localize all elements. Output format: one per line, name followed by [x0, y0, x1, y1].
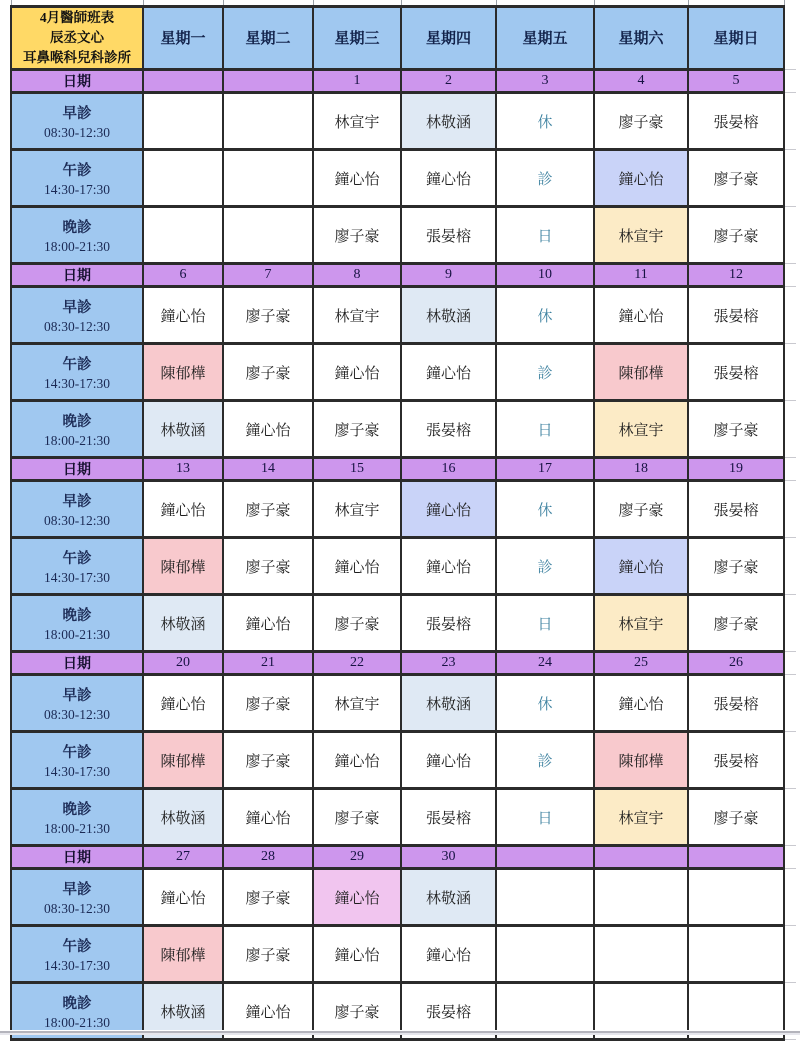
weekday-header-tue: 星期二 — [223, 6, 313, 70]
schedule-cell: 鐘心怡 — [143, 675, 223, 732]
session-label-morning — [11, 93, 143, 150]
session-time: 08:30-12:30 — [44, 900, 110, 916]
weekday-header-fri: 星期五 — [496, 6, 594, 70]
schedule-cell: 鐘心怡 — [223, 983, 313, 1040]
session-name: 早診 — [62, 105, 92, 122]
schedule-cell: 鐘心怡 — [401, 732, 496, 789]
grid-overflow-cell — [784, 458, 796, 481]
schedule-cell: 陳郁樺 — [143, 538, 223, 595]
session-label-evening — [11, 595, 143, 652]
grid-overflow-cell — [784, 401, 796, 458]
schedule-cell: 廖子豪 — [688, 595, 784, 652]
session-label-afternoon — [11, 344, 143, 401]
schedule-cell: 張晏榕 — [688, 675, 784, 732]
schedule-cell: 張晏榕 — [688, 287, 784, 344]
date-cell: 29 — [313, 846, 401, 869]
schedule-cell: 鐘心怡 — [313, 344, 401, 401]
date-cell: 17 — [496, 458, 594, 481]
schedule-cell: 張晏榕 — [401, 983, 496, 1040]
grid-overflow-cell — [784, 150, 796, 207]
schedule-cell: 廖子豪 — [223, 869, 313, 926]
schedule-cell: 鐘心怡 — [143, 481, 223, 538]
session-label-evening — [11, 401, 143, 458]
schedule-cell: 林敬涵 — [401, 869, 496, 926]
schedule-cell: 張晏榕 — [688, 732, 784, 789]
session-name: 晚診 — [62, 801, 92, 818]
session-row-evening — [11, 595, 796, 652]
date-cell: 7 — [223, 264, 313, 287]
session-name: 晚診 — [62, 219, 92, 236]
schedule-cell: 林宣宇 — [313, 481, 401, 538]
schedule-cell: 鐘心怡 — [401, 481, 496, 538]
schedule-cell: 廖子豪 — [688, 150, 784, 207]
session-row-morning — [11, 481, 796, 538]
session-time: 18:00-21:30 — [44, 238, 110, 254]
schedule-cell: 林敬涵 — [401, 675, 496, 732]
schedule-cell: 廖子豪 — [223, 344, 313, 401]
schedule-cell: 鐘心怡 — [401, 150, 496, 207]
schedule-cell: 鐘心怡 — [594, 150, 688, 207]
schedule-body — [11, 0, 796, 1040]
session-time: 14:30-17:30 — [44, 763, 110, 779]
empty-cell — [223, 150, 313, 207]
schedule-cell: 廖子豪 — [223, 538, 313, 595]
empty-cell — [496, 869, 594, 926]
schedule-cell: 鐘心怡 — [594, 675, 688, 732]
session-row-afternoon — [11, 732, 796, 789]
empty-cell — [143, 207, 223, 264]
schedule-cell: 廖子豪 — [594, 93, 688, 150]
grid-overflow-cell — [784, 538, 796, 595]
grid-overflow-cell — [784, 595, 796, 652]
session-row-afternoon — [11, 926, 796, 983]
schedule-cell: 廖子豪 — [313, 207, 401, 264]
session-time: 08:30-12:30 — [44, 124, 110, 140]
session-time: 18:00-21:30 — [44, 432, 110, 448]
schedule-cell: 廖子豪 — [313, 595, 401, 652]
session-row-morning — [11, 869, 796, 926]
session-time: 08:30-12:30 — [44, 318, 110, 334]
weekday-header-sat: 星期六 — [594, 6, 688, 70]
schedule-cell: 林宣宇 — [313, 287, 401, 344]
weekday-header-sun: 星期日 — [688, 6, 784, 70]
schedule-sheet — [10, 0, 796, 1041]
session-name: 早診 — [62, 299, 92, 316]
date-row-label: 日期 — [11, 652, 143, 675]
schedule-cell: 陳郁樺 — [594, 732, 688, 789]
session-time: 14:30-17:30 — [44, 375, 110, 391]
date-cell: 15 — [313, 458, 401, 481]
closed-marker-cell: 休 — [496, 287, 594, 344]
date-cell: 13 — [143, 458, 223, 481]
schedule-cell: 鐘心怡 — [594, 538, 688, 595]
schedule-table — [10, 0, 796, 1041]
clinic-title-line: 耳鼻喉科兒科診所 — [23, 50, 131, 65]
grid-overflow-cell — [784, 287, 796, 344]
session-label-evening — [11, 207, 143, 264]
date-row-label: 日期 — [11, 846, 143, 869]
clinic-title-line: 4月醫師班表 — [39, 9, 115, 25]
grid-overflow-cell — [784, 93, 796, 150]
session-row-evening — [11, 401, 796, 458]
schedule-cell: 林宣宇 — [313, 93, 401, 150]
schedule-cell: 張晏榕 — [401, 207, 496, 264]
schedule-cell: 廖子豪 — [688, 789, 784, 846]
session-row-afternoon — [11, 344, 796, 401]
schedule-cell: 陳郁樺 — [143, 926, 223, 983]
grid-overflow-cell — [784, 926, 796, 983]
schedule-cell: 廖子豪 — [223, 732, 313, 789]
schedule-cell: 張晏榕 — [688, 344, 784, 401]
schedule-cell: 林敬涵 — [143, 595, 223, 652]
empty-cell — [223, 207, 313, 264]
date-row-label: 日期 — [11, 264, 143, 287]
grid-overflow-cell — [784, 6, 796, 70]
session-name: 晚診 — [62, 607, 92, 624]
date-cell: 30 — [401, 846, 496, 869]
date-cell: 11 — [594, 264, 688, 287]
session-row-afternoon — [11, 150, 796, 207]
window-edge-bar — [0, 1030, 800, 1035]
clinic-title-cell — [11, 6, 143, 70]
session-time: 14:30-17:30 — [44, 181, 110, 197]
date-cell: 25 — [594, 652, 688, 675]
schedule-cell: 鐘心怡 — [313, 869, 401, 926]
date-cell: 9 — [401, 264, 496, 287]
empty-cell — [594, 926, 688, 983]
session-name: 午診 — [62, 356, 92, 373]
schedule-cell: 廖子豪 — [688, 538, 784, 595]
date-cell — [496, 846, 594, 869]
schedule-cell: 林敬涵 — [143, 983, 223, 1040]
schedule-cell: 鐘心怡 — [313, 732, 401, 789]
empty-cell — [496, 926, 594, 983]
closed-marker-cell: 休 — [496, 675, 594, 732]
date-cell: 28 — [223, 846, 313, 869]
grid-overflow-cell — [784, 789, 796, 846]
session-time: 14:30-17:30 — [44, 569, 110, 585]
date-cell — [223, 70, 313, 93]
date-cell — [143, 70, 223, 93]
date-cell: 1 — [313, 70, 401, 93]
grid-overflow-cell — [784, 70, 796, 93]
date-cell: 14 — [223, 458, 313, 481]
weekday-header-mon: 星期一 — [143, 6, 223, 70]
schedule-cell: 鐘心怡 — [401, 926, 496, 983]
closed-marker-cell: 診 — [496, 732, 594, 789]
session-time: 18:00-21:30 — [44, 1014, 110, 1030]
schedule-cell: 林敬涵 — [143, 401, 223, 458]
date-cell: 4 — [594, 70, 688, 93]
schedule-cell: 林宣宇 — [594, 401, 688, 458]
schedule-cell: 林宣宇 — [594, 789, 688, 846]
session-time: 08:30-12:30 — [44, 706, 110, 722]
session-name: 午診 — [62, 162, 92, 179]
date-row — [11, 846, 796, 869]
schedule-cell: 張晏榕 — [688, 93, 784, 150]
schedule-cell: 廖子豪 — [223, 481, 313, 538]
schedule-cell: 鐘心怡 — [313, 538, 401, 595]
schedule-cell: 廖子豪 — [223, 926, 313, 983]
date-cell: 22 — [313, 652, 401, 675]
date-row-label: 日期 — [11, 458, 143, 481]
session-row-evening — [11, 207, 796, 264]
session-time: 18:00-21:30 — [44, 626, 110, 642]
empty-cell — [143, 150, 223, 207]
closed-marker-cell: 日 — [496, 207, 594, 264]
closed-marker-cell: 休 — [496, 481, 594, 538]
date-cell: 18 — [594, 458, 688, 481]
session-row-morning — [11, 675, 796, 732]
schedule-cell: 廖子豪 — [594, 481, 688, 538]
session-name: 午診 — [62, 744, 92, 761]
date-row — [11, 652, 796, 675]
schedule-cell: 張晏榕 — [401, 789, 496, 846]
weekday-header-wed: 星期三 — [313, 6, 401, 70]
empty-cell — [594, 869, 688, 926]
session-label-afternoon — [11, 926, 143, 983]
session-time: 14:30-17:30 — [44, 957, 110, 973]
grid-overflow-cell — [784, 207, 796, 264]
empty-cell — [688, 926, 784, 983]
session-time: 18:00-21:30 — [44, 820, 110, 836]
closed-marker-cell: 診 — [496, 150, 594, 207]
schedule-cell: 廖子豪 — [223, 287, 313, 344]
weekday-header-thu: 星期四 — [401, 6, 496, 70]
session-row-morning — [11, 93, 796, 150]
date-row-label: 日期 — [11, 70, 143, 93]
schedule-cell: 鐘心怡 — [143, 287, 223, 344]
schedule-cell: 廖子豪 — [223, 675, 313, 732]
grid-overflow-cell — [784, 264, 796, 287]
session-label-morning — [11, 287, 143, 344]
schedule-cell: 鐘心怡 — [313, 926, 401, 983]
session-row-afternoon — [11, 538, 796, 595]
date-cell: 23 — [401, 652, 496, 675]
grid-overflow-cell — [784, 869, 796, 926]
closed-marker-cell: 日 — [496, 401, 594, 458]
grid-overflow-cell — [784, 481, 796, 538]
date-cell: 12 — [688, 264, 784, 287]
session-name: 早診 — [62, 493, 92, 510]
empty-cell — [143, 93, 223, 150]
session-name: 午診 — [62, 550, 92, 567]
session-label-afternoon — [11, 538, 143, 595]
session-name: 晚診 — [62, 995, 92, 1012]
schedule-cell: 廖子豪 — [313, 401, 401, 458]
schedule-cell: 陳郁樺 — [143, 732, 223, 789]
closed-marker-cell: 日 — [496, 595, 594, 652]
closed-marker-cell: 日 — [496, 789, 594, 846]
schedule-cell: 林敬涵 — [143, 789, 223, 846]
session-label-evening — [11, 789, 143, 846]
schedule-cell: 廖子豪 — [688, 401, 784, 458]
schedule-cell: 林敬涵 — [401, 93, 496, 150]
session-name: 早診 — [62, 881, 92, 898]
session-row-morning — [11, 287, 796, 344]
date-cell: 8 — [313, 264, 401, 287]
closed-marker-cell: 休 — [496, 93, 594, 150]
schedule-cell: 廖子豪 — [688, 207, 784, 264]
schedule-cell: 鐘心怡 — [143, 869, 223, 926]
date-cell: 20 — [143, 652, 223, 675]
session-time: 08:30-12:30 — [44, 512, 110, 528]
session-name: 午診 — [62, 938, 92, 955]
schedule-cell: 鐘心怡 — [223, 595, 313, 652]
schedule-cell: 鐘心怡 — [223, 789, 313, 846]
grid-overflow-cell — [784, 732, 796, 789]
schedule-cell: 林敬涵 — [401, 287, 496, 344]
empty-cell — [223, 93, 313, 150]
grid-overflow-cell — [784, 846, 796, 869]
schedule-cell: 鐘心怡 — [223, 401, 313, 458]
clinic-title-line: 辰丞文心 — [50, 29, 104, 45]
date-row — [11, 458, 796, 481]
date-cell: 24 — [496, 652, 594, 675]
header-row — [11, 6, 796, 70]
date-cell: 2 — [401, 70, 496, 93]
date-cell: 19 — [688, 458, 784, 481]
date-cell: 26 — [688, 652, 784, 675]
date-cell: 16 — [401, 458, 496, 481]
schedule-cell: 廖子豪 — [313, 789, 401, 846]
date-cell: 10 — [496, 264, 594, 287]
schedule-cell: 陳郁樺 — [143, 344, 223, 401]
schedule-cell: 林宣宇 — [594, 207, 688, 264]
closed-marker-cell: 診 — [496, 344, 594, 401]
schedule-cell: 陳郁樺 — [594, 344, 688, 401]
date-row — [11, 70, 796, 93]
schedule-cell: 鐘心怡 — [313, 150, 401, 207]
date-cell: 5 — [688, 70, 784, 93]
session-name: 晚診 — [62, 413, 92, 430]
grid-overflow-cell — [784, 652, 796, 675]
grid-overflow-cell — [784, 675, 796, 732]
session-label-morning — [11, 869, 143, 926]
date-cell — [688, 846, 784, 869]
date-cell — [594, 846, 688, 869]
session-row-evening — [11, 789, 796, 846]
session-label-morning — [11, 481, 143, 538]
schedule-cell: 張晏榕 — [688, 481, 784, 538]
schedule-cell: 張晏榕 — [401, 401, 496, 458]
date-cell: 3 — [496, 70, 594, 93]
session-name: 早診 — [62, 687, 92, 704]
schedule-cell: 林宣宇 — [313, 675, 401, 732]
schedule-cell: 林宣宇 — [594, 595, 688, 652]
empty-cell — [688, 869, 784, 926]
session-label-afternoon — [11, 732, 143, 789]
date-cell: 6 — [143, 264, 223, 287]
date-cell: 21 — [223, 652, 313, 675]
schedule-cell: 鐘心怡 — [401, 344, 496, 401]
date-cell: 27 — [143, 846, 223, 869]
session-label-morning — [11, 675, 143, 732]
date-row — [11, 264, 796, 287]
closed-marker-cell: 診 — [496, 538, 594, 595]
grid-overflow-cell — [784, 344, 796, 401]
schedule-cell: 廖子豪 — [313, 983, 401, 1040]
schedule-cell: 鐘心怡 — [401, 538, 496, 595]
session-label-afternoon — [11, 150, 143, 207]
schedule-cell: 鐘心怡 — [594, 287, 688, 344]
schedule-cell: 張晏榕 — [401, 595, 496, 652]
